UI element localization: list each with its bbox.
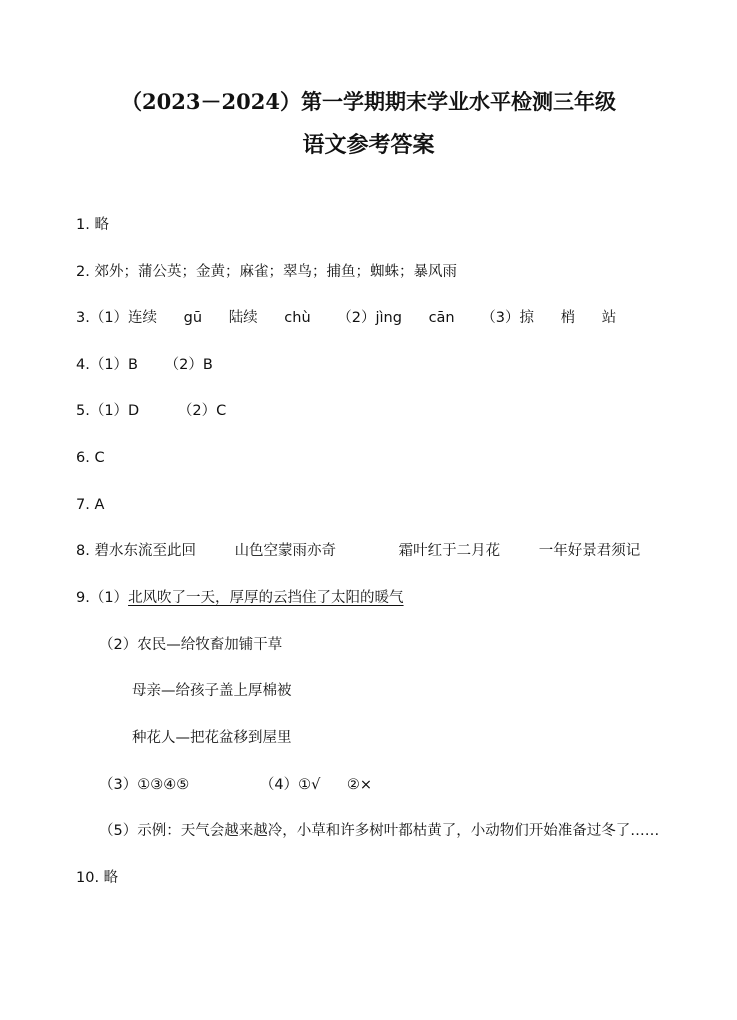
answer-4	[76, 355, 213, 375]
page-title: （2023－2024）第一学期期末学业水平检测三年级	[121, 89, 616, 114]
answer-3-part-d: chù	[284, 310, 311, 326]
answer-9-1-underlined-text: 北风吹了一天，厚厚的云挡住了太阳的暖气	[128, 590, 404, 606]
answer-9-1-label: 9.（1）	[76, 590, 129, 606]
answer-6: 6. C	[76, 450, 105, 466]
answer-9-2-line-1: 农民—给牧畜加铺干草	[137, 637, 283, 653]
answer-8-part-b: 山色空蒙雨亦奇	[234, 543, 337, 559]
answer-9-2-label: （2）	[99, 637, 138, 653]
answer-8-part-a: 8. 碧水东流至此回	[76, 543, 196, 559]
answer-3-part-c: 陆续	[228, 310, 258, 326]
answer-8-part-c: 霜叶红于二月花	[398, 543, 501, 559]
answer-9-3-4	[99, 775, 372, 795]
answer-3-part-a: 3.（1）连续	[76, 310, 158, 326]
answer-9-2	[99, 635, 282, 655]
answer-10: 10. 略	[76, 870, 119, 886]
answer-9-2-line-2: 母亲—给孩子盖上厚棉被	[132, 683, 292, 699]
answer-4-part-a: 4.（1）B	[76, 357, 139, 373]
answer-9-3: （3）①③④⑤	[99, 777, 190, 793]
answer-3-part-b: gū	[183, 310, 203, 326]
answer-9-4-part-a: （4）①√	[259, 777, 321, 793]
answer-3-part-f: cān	[428, 310, 455, 326]
answer-4-part-b: （2）B	[164, 357, 213, 373]
answer-9-1	[76, 588, 404, 608]
answer-9-5: （5）示例：天气会越来越冷，小草和许多树叶都枯黄了，小动物们开始准备过冬了……	[99, 823, 660, 839]
answer-9-2-line-3: 种花人—把花盆移到屋里	[132, 730, 292, 746]
answer-3-part-e: （2）jìng	[337, 310, 402, 326]
answer-8	[76, 541, 640, 561]
answer-8-part-d: 一年好景君须记	[538, 543, 641, 559]
answer-3-part-g: （3）掠	[481, 310, 534, 326]
answer-2: 2. 郊外；蒲公英；金黄；麻雀；翠鸟；捕鱼；蜘蛛；暴风雨	[76, 264, 457, 280]
answer-5	[76, 401, 226, 421]
answer-7: 7. A	[76, 497, 105, 513]
answer-3-part-h: 梢	[560, 310, 576, 326]
answer-1: 1. 略	[76, 217, 109, 233]
answer-3-part-i: 站	[601, 310, 617, 326]
answer-5-part-a: 5.（1）D	[76, 403, 140, 419]
answer-9-4-part-b: ②×	[346, 777, 373, 793]
page-subtitle: 语文参考答案	[302, 132, 435, 158]
answer-5-part-b: （2）C	[177, 403, 227, 419]
answer-3	[76, 308, 616, 328]
